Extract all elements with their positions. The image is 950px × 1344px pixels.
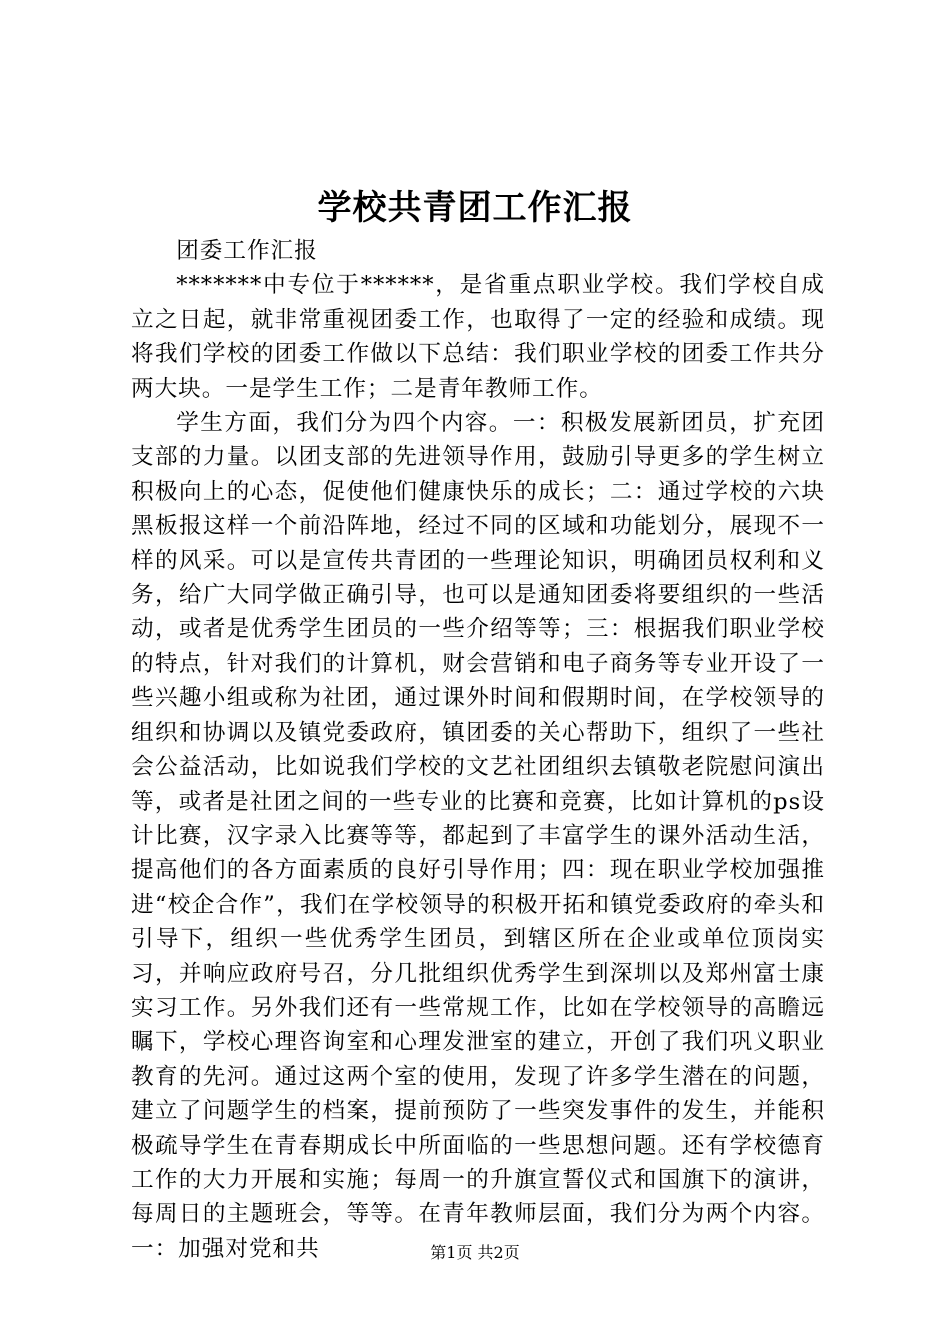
document-body — [131, 234, 825, 1266]
body-paragraph: 学生方面，我们分为四个内容。一：积极发展新团员，扩充团支部的力量。以团支部的先进领导作用，鼓励引导更多的学生树立积极向上的心态，促使他们健康快乐的成长；二：通过学校的六块黑板报这样一个前沿阵地，经过不同的区域和功能划分，展现不一样的风采。可以是宣传共青团的一些理论知识，明确团员权利和义务，给广大同学做正确引导，也可以是通知团委将要组织的一些活动，或者是优秀学生团员的一些介绍等等；三：根据我们职业学校的特点，针对我们的计算机，财会营销和电子商务等专业开设了一些兴趣小组或称为社团，通过课外时间和假期时间，在学校领导的组织和协调以及镇党委政府，镇团委的关心帮助下，组织了一些社会公益活动，比如说我们学校的文艺社团组织去镇敬老院慰问演出等，或者是社团之间的一些专业的比赛和竞赛，比如计算机的ps设计比赛，汉字录入比赛等等，都起到了丰富学生的课外活动生活，提高他们的各方面素质的良好引导作用；四：现在职业学校加强推进“校企合作”，我们在学校领导的积极开拓和镇党委政府的牵头和引导下，组织一些优秀学生团员，到辖区所在企业或单位顶岗实习，并响应政府号召，分几批组织优秀学生到深圳以及郑州富士康实习工作。另外我们还有一些常规工作，比如在学校领导的高瞻远瞩下，学校心理咨询室和心理发泄室的建立，开创了我们巩义职业教育的先河。通过这两个室的使用，发现了许多学生潜在的问题，建立了问题学生的档案，提前预防了一些突发事件的发生，并能积极疏导学生在青春期成长中所面临的一些思想问题。还有学校德育工作的大力开展和实施；每周一的升旗宣誓仪式和国旗下的演讲，每周日的主题班会，等等。在青年教师层面，我们分为两个内容。一：加强对党和共 — [131, 410, 825, 1262]
page-number: 第1页 共2页 — [430, 1243, 520, 1262]
body-paragraph: *******中专位于******，是省重点职业学校。我们学校自成立之日起，就非常重视团委工作，也取得了一定的经验和成绩。现将我们学校的团委工作做以下总结：我们职业学校的团委工作共分两大块。一是学生工作；二是青年教师工作。 — [131, 272, 825, 402]
section-heading: 团委工作汇报 — [176, 238, 318, 264]
document-title: 学校共青团工作汇报 — [317, 188, 633, 228]
